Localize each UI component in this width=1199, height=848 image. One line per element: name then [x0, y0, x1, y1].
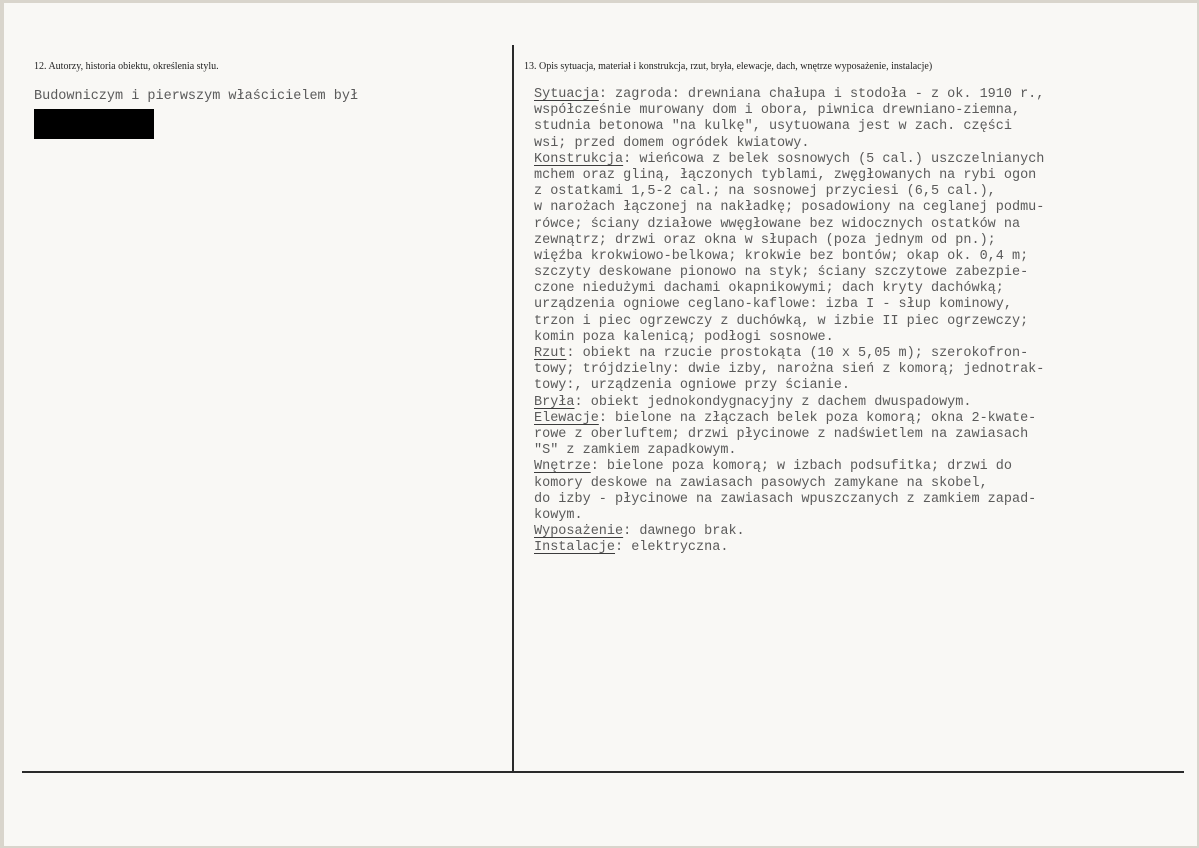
section-13-header: 13. Opis sytuacja, materiał i konstrukcja, rzut, bryła, elewacje, dach, wnętrze wyposażenie, instalacje): [524, 61, 933, 72]
description-line-text: "S" z zamkiem zapadkowym.: [534, 443, 737, 459]
description-line-text: czone niedużymi dachami okapnikowymi; dach kryty dachówką;: [534, 281, 1004, 297]
section-13-description: [534, 87, 1044, 556]
description-section-label: Bryła: [534, 394, 575, 410]
description-line-text: kowym.: [534, 507, 583, 523]
description-section-label: Wyposażenie: [534, 524, 624, 540]
description-line-text: : bielone na złączach belek poza komorą; okna 2-kwate-: [598, 410, 1037, 426]
description-line: [534, 136, 1044, 152]
description-line-text: : obiekt na rzucie prostokąta (10 x 5,05 m); szerokofron-: [566, 346, 1029, 361]
description-line-text: : zagroda: drewniana chałupa i stodoła - z ok. 1910 r.,: [598, 87, 1045, 102]
description-line-text: szczyty deskowane pionowo na styk; ściany szczytowe zabezpie-: [534, 265, 1029, 281]
description-line-text: : dawnego brak.: [623, 524, 745, 540]
description-line-text: wsi; przed domem ogródek kwiatowy.: [534, 135, 810, 151]
description-line: [534, 265, 1044, 281]
description-line: [534, 200, 1044, 216]
description-line-text: urządzenia ogniowe ceglano-kaflowe: izba I - słup kominowy,: [534, 297, 1012, 313]
section-12-header: 12. Autorzy, historia obiektu, określenia stylu.: [34, 61, 219, 72]
description-section-label: Rzut: [534, 346, 567, 361]
description-section-label: Instalacje: [534, 540, 616, 556]
description-line: [534, 346, 1044, 362]
description-line: [534, 362, 1044, 378]
description-line-text: zewnątrz; drzwi oraz okna w słupach (poza jednym od pn.);: [534, 232, 996, 248]
description-line-text: : bielone poza komorą; w izbach podsufitka; drzwi do: [590, 459, 1012, 475]
description-line: [534, 297, 1044, 313]
description-line: [534, 492, 1044, 508]
description-line: [534, 119, 1044, 135]
description-line: [534, 184, 1044, 200]
description-line-text: rówce; ściany działowe wwęgłowane bez widocznych ostatków na: [534, 216, 1021, 232]
description-line-text: : elektryczna.: [615, 540, 729, 556]
description-line: [534, 103, 1044, 119]
redaction-block: [34, 109, 154, 139]
description-section-label: Sytuacja: [534, 87, 599, 102]
description-line: [534, 395, 1044, 411]
description-line-text: trzon i piec ogrzewczy z duchówką, w izbie II piec ogrzewczy;: [534, 313, 1029, 329]
description-line-text: : wieńcowa z belek sosnowych (5 cal.) uszczelnianych: [623, 151, 1045, 167]
description-section-label: Wnętrze: [534, 459, 591, 475]
description-line: [534, 233, 1044, 249]
description-line-text: współcześnie murowany dom i obora, piwnica drewniano-ziemna,: [534, 103, 1021, 119]
description-line: [534, 411, 1044, 427]
description-line-text: studnia betonowa "na kulkę", usytuowana jest w zach. części: [534, 119, 1012, 135]
description-line: [534, 540, 1044, 556]
description-line-text: w narożach łączonej na nakładkę; posadowiony na ceglanej podmu-: [534, 200, 1045, 216]
description-line: [534, 476, 1044, 492]
document-sheet: [4, 3, 1197, 846]
description-line: [534, 508, 1044, 524]
description-line-text: komory deskowe na zawiasach pasowych zamykane na skobel,: [534, 475, 988, 491]
description-line-text: rowe z oberluftem; drzwi płycinowe z nadświetlem na zawiasach: [534, 426, 1029, 442]
description-line: [534, 249, 1044, 265]
description-section-label: Konstrukcja: [534, 151, 624, 167]
description-line-text: komin poza kalenicą; podłogi sosnowe.: [534, 329, 834, 345]
description-section-label: Elewacje: [534, 410, 599, 426]
description-line: [534, 168, 1044, 184]
description-line-text: towy:, urządzenia ogniowe przy ścianie.: [534, 378, 850, 394]
section-12-text: Budowniczym i pierwszym właścicielem był: [34, 89, 359, 104]
description-line-text: więźba krokwiowo-belkowa; krokwie bez bontów; okap ok. 0,4 m;: [534, 248, 1029, 264]
description-line: [534, 524, 1044, 540]
description-line: [534, 378, 1044, 394]
description-line: [534, 443, 1044, 459]
horizontal-divider: [22, 771, 1184, 773]
description-line: [534, 152, 1044, 168]
description-line-text: mchem oraz gliną, łączonych tyblami, zwęgłowanych na rybi ogon: [534, 167, 1037, 183]
description-line: [534, 314, 1044, 330]
description-line: [534, 87, 1044, 103]
description-line-text: towy; trójdzielny: dwie izby, narożna sień z komorą; jednotrak-: [534, 362, 1045, 378]
description-line: [534, 427, 1044, 443]
description-line: [534, 459, 1044, 475]
description-line: [534, 217, 1044, 233]
description-line-text: do izby - płycinowe na zawiasach wpuszczanych z zamkiem zapad-: [534, 491, 1037, 507]
vertical-divider: [512, 45, 514, 771]
description-line: [534, 330, 1044, 346]
description-line-text: : obiekt jednokondygnacyjny z dachem dwuspadowym.: [574, 394, 972, 410]
description-line-text: z ostatkami 1,5-2 cal.; na sosnowej przyciesi (6,5 cal.),: [534, 184, 996, 200]
description-line: [534, 281, 1044, 297]
